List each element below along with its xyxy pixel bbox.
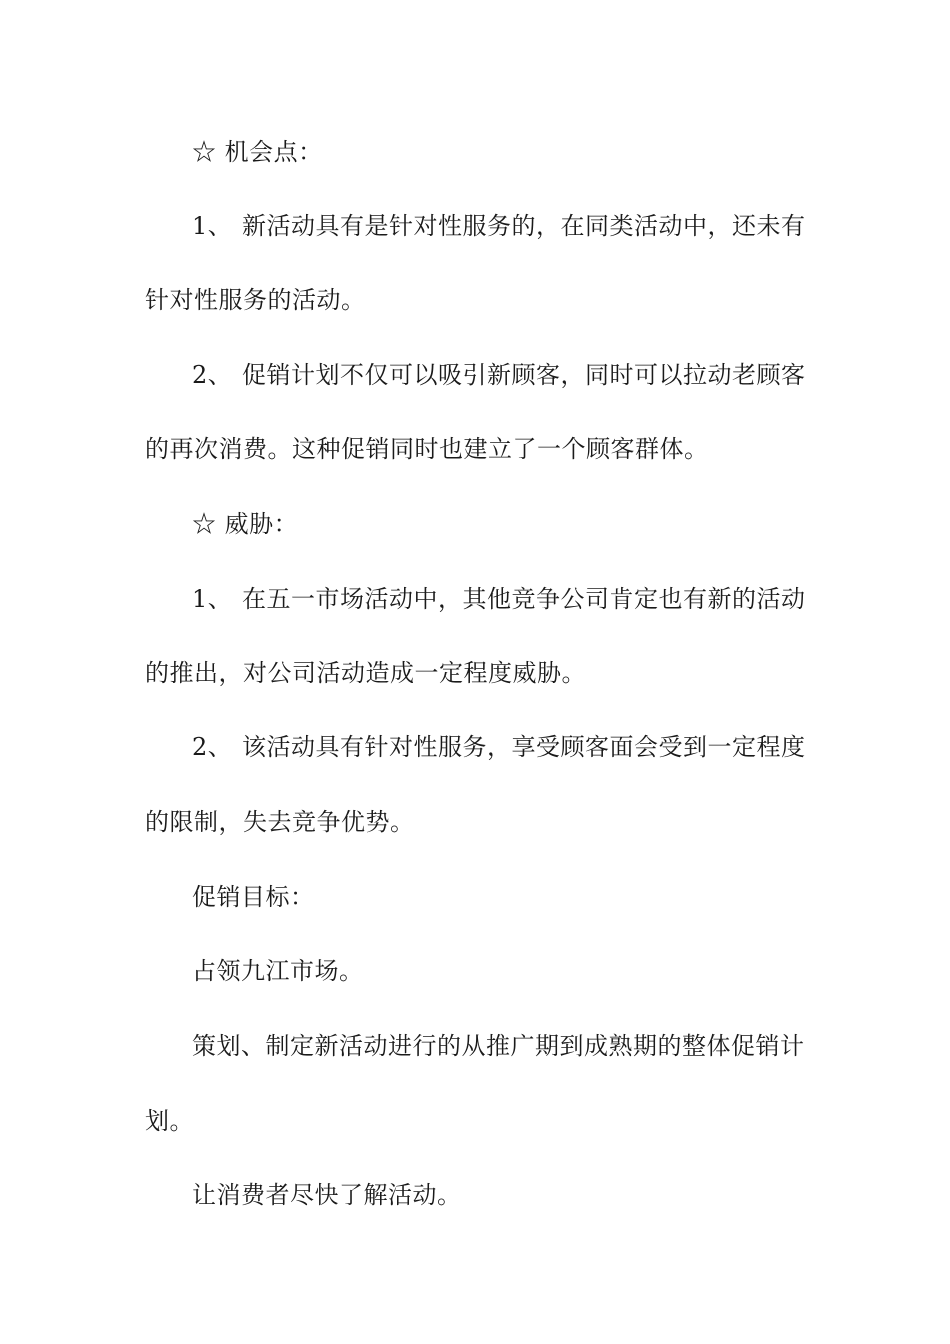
opportunity-heading: ☆ 机会点： [192, 138, 323, 166]
opportunity-item-2 [192, 360, 815, 390]
goal-item-3: 让消费者尽快了解活动。 [192, 1181, 462, 1209]
paragraph-continuation: 针对性服务的活动。 [145, 286, 366, 314]
goal-heading: 促销目标： [192, 883, 315, 911]
paragraph-text: 该活动具有针对性服务，享受顾客面会受到一定程度 [242, 733, 806, 761]
paragraph-continuation: 划。 [145, 1107, 194, 1135]
paragraph-continuation: 的限制，失去竞争优势。 [145, 808, 415, 836]
threat-item-2 [192, 732, 815, 762]
paragraph-text: 新活动具有是针对性服务的，在同类活动中，还未有 [242, 212, 806, 240]
paragraph-continuation: 的再次消费。这种促销同时也建立了一个顾客群体。 [145, 435, 709, 463]
list-number: 1、 [192, 585, 233, 613]
paragraph-text: 在五一市场活动中，其他竞争公司肯定也有新的活动 [242, 585, 806, 613]
paragraph-text: 促销计划不仅可以吸引新顾客，同时可以拉动老顾客 [242, 361, 806, 389]
goal-item-2: 策划、制定新活动进行的从推广期到成熟期的整体促销计 [192, 1032, 805, 1060]
list-number: 2、 [192, 361, 233, 389]
opportunity-item-1 [192, 211, 815, 241]
threat-heading: ☆ 威胁： [192, 510, 299, 538]
goal-item-1: 占领九江市场。 [192, 957, 364, 985]
threat-item-1 [192, 584, 815, 614]
list-number: 1、 [192, 212, 233, 240]
list-number: 2、 [192, 733, 233, 761]
paragraph-continuation: 的推出，对公司活动造成一定程度威胁。 [145, 659, 586, 687]
